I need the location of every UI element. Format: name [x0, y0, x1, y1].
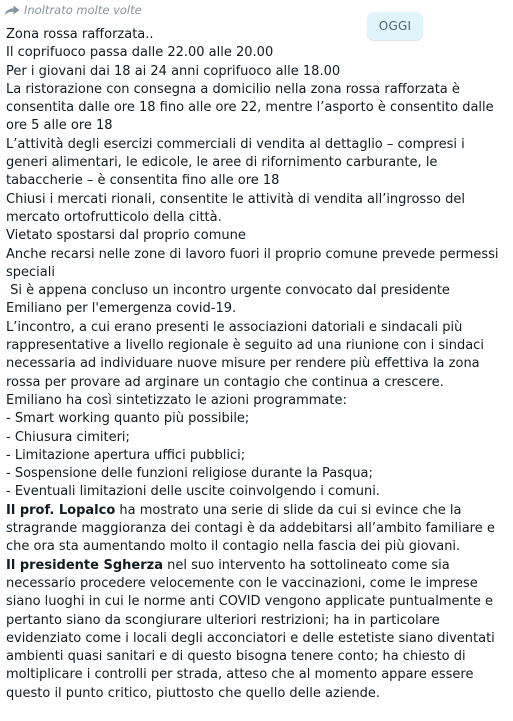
message-line: Emiliano ha così sintetizzato le azioni programmate: [6, 392, 347, 408]
message-line: - Eventuali limitazioni delle uscite coinvolgendo i comuni. [6, 484, 380, 500]
message-line: L’attività degli esercizi commerciali di vendita al dettaglio – compresi i generi alimentari, le edicole, le aree di rifornimento carburante, le tabaccherie – è consentita fino alle ore 18 [6, 136, 469, 189]
message-line: La ristorazione con consegna a domicilio nella zona rossa rafforzata è consentita dalle ore 18 fino alle ore 22, mentre l’asporto è consentito dalle ore 5 alle ore 18 [6, 81, 498, 134]
sgherza-paragraph [6, 557, 509, 703]
sgherza-name: Il presidente Sgherza [6, 557, 163, 573]
message-line: - Smart working quanto più possibile; [6, 411, 250, 427]
date-chip: OGGI [367, 12, 423, 40]
lopalco-paragraph [6, 502, 509, 557]
forwarded-arrow-icon [4, 5, 20, 16]
forwarded-indicator [4, 3, 142, 17]
message-line: - Limitazione apertura uffici pubblici; [6, 447, 246, 463]
message-line: Il coprifuoco passa dalle 22.00 alle 20.00 [6, 45, 274, 61]
sgherza-text: nel suo intervento ha sottolineato come sia necessario procedere velocemente con le vaccinazioni, come le imprese siano luoghi in cui le norme anti COVID vengono applicate puntualmente e pertanto siano da scongiurare ulteriori restrizioni; ha in particolare evidenziato come i locali degli acconciatori e delle estetiste siano diventati ambienti quasi sanitari e di questo bisogna tenere conto; ha chiesto di moltiplicare i controlli per strada, atteso che al momento appare essere questo il punto critico, piuttosto che quello delle aziende. [6, 557, 499, 701]
message-line: Si è appena concluso un incontro urgente convocato dal presidente Emiliano per l'emergenza covid-19. [6, 283, 455, 317]
message-line: Anche recarsi nelle zone di lavoro fuori il proprio comune prevede permessi speciali [6, 246, 503, 280]
message-line: - Sospensione delle funzioni religiose durante la Pasqua; [6, 466, 373, 482]
message-line: Chiusi i mercati rionali, consentite le attività di vendita all’ingrosso del mercato ortofrutticolo della città. [6, 191, 470, 225]
message-line: L’incontro, a cui erano presenti le associazioni datoriali e sindacali più rappresentative a livello regionale è seguito ad una riunione con i sindaci necessaria ad individuare nuove misure per rendere più effettiva la zona rossa per provare ad arginare un contagio che continua a crescere. [6, 319, 489, 390]
message-line: Per i giovani dai 18 ai 24 anni coprifuoco alle 18.00 [6, 63, 341, 79]
message-line: Vietato spostarsi dal proprio comune [6, 228, 246, 244]
message-line: Zona rossa rafforzata.. [6, 27, 154, 42]
message-text[interactable] [6, 26, 509, 703]
lopalco-name: Il prof. Lopalco [6, 502, 116, 518]
lopalco-text: ha mostrato una serie di slide da cui si evince che la stragrande maggioranza dei contagi è da addebitarsi all’ambito familiare e che ora sta aumentando molto il contagio nella fascia dei più giovani. [6, 502, 500, 555]
forwarded-label: Inoltrato molte volte [24, 3, 142, 17]
message-line: - Chiusura cimiteri; [6, 429, 130, 445]
